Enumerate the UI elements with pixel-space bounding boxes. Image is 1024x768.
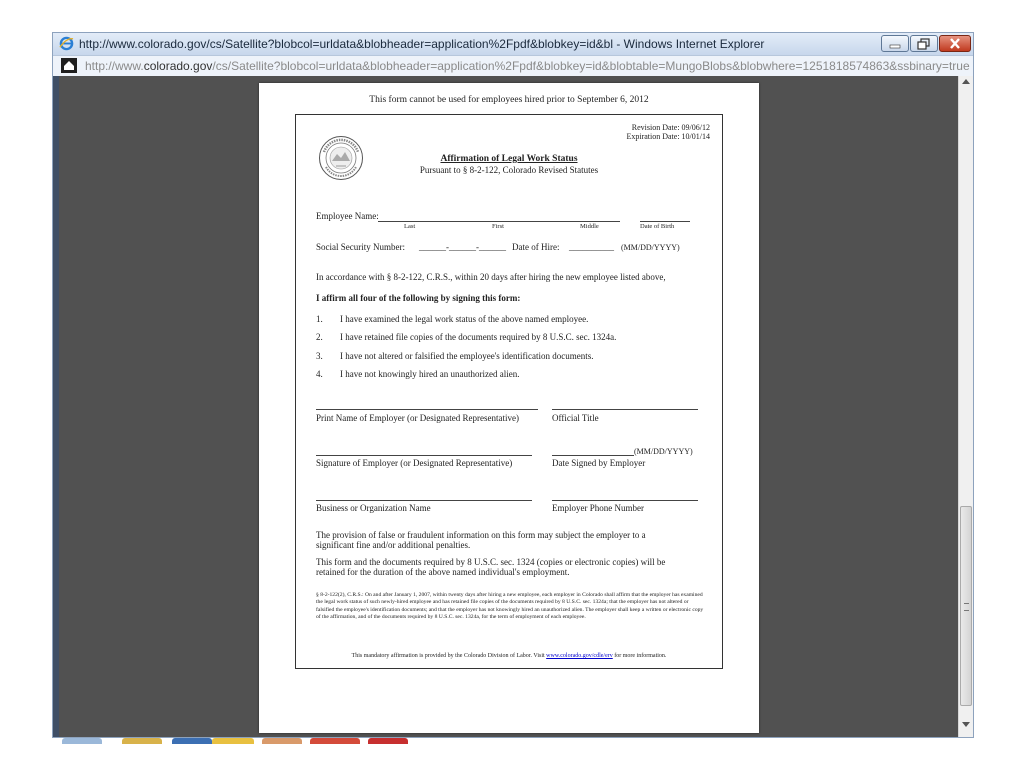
date-of-hire-label: Date of Hire:: [512, 242, 560, 252]
form-subtitle: Pursuant to § 8-2-122, Colorado Revised Statutes: [419, 165, 599, 175]
affirmation-number: 1.: [316, 314, 323, 324]
taskbar-item[interactable]: [368, 738, 408, 744]
maximize-button[interactable]: [910, 35, 938, 52]
business-name-label: Business or Organization Name: [316, 503, 431, 513]
taskbar-item[interactable]: [62, 738, 102, 744]
label-middle: Middle: [580, 223, 599, 230]
form-title: Affirmation of Legal Work Status: [440, 154, 578, 164]
scroll-thumb[interactable]: [960, 506, 972, 706]
close-icon: [940, 36, 970, 51]
window-title: http://www.colorado.gov/cs/Satellite?blobcol=urldata&blobheader=application%2Fpdf&blobkey=id&bl - Windows Internet Explorer: [79, 37, 765, 51]
date-signed-format: (MM/DD/YYYY): [634, 447, 693, 456]
scroll-up-arrow-icon[interactable]: [962, 79, 970, 84]
label-first: First: [492, 223, 504, 230]
affirmation-text: I have examined the legal work status of the above named employee.: [340, 314, 589, 324]
home-page-icon: [61, 58, 77, 73]
close-button[interactable]: [939, 35, 971, 52]
pdf-page: [259, 83, 759, 733]
taskbar-item[interactable]: [172, 738, 212, 744]
affirmation-number: 4.: [316, 369, 323, 379]
footer-note: This mandatory affirmation is provided by the Colorado Division of Labor. Visit www.colorado.gov/cdle/erv for more information.: [351, 653, 667, 659]
affirmation-text: I have retained file copies of the documents required by 8 U.S.C. sec. 1324a.: [340, 332, 617, 342]
affirmation-number: 2.: [316, 332, 323, 342]
revision-date: Revision Date: 09/06/12: [631, 123, 710, 132]
address-domain: colorado.gov: [143, 59, 213, 73]
affirmation-form: [295, 114, 723, 669]
affirmation-text: I have not altered or falsified the employee's identification documents.: [340, 351, 594, 361]
pdf-viewer[interactable]: [53, 76, 958, 738]
taskbar: [52, 738, 974, 768]
business-name-line: [316, 500, 532, 501]
taskbar-item[interactable]: [262, 738, 302, 744]
affirmation-number: 3.: [316, 351, 323, 361]
browser-window: [52, 32, 974, 738]
print-name-label: Print Name of Employer (or Designated Representative): [316, 413, 519, 423]
date-of-hire-format: (MM/DD/YYYY): [621, 243, 680, 252]
minimize-icon: [882, 36, 908, 51]
print-name-line: [316, 409, 538, 410]
date-signed-line: [552, 455, 634, 456]
warning-text-line: The provision of false or fraudulent information on this form may subject the employer to a: [316, 530, 646, 540]
minimize-button[interactable]: [881, 35, 909, 52]
warning-text-line: significant fine and/or additional penalties.: [316, 540, 471, 550]
signature-line: [316, 455, 532, 456]
address-url[interactable]: http://www.colorado.gov/cs/Satellite?blobcol=urldata&blobheader=application%2Fpdf&blobkey=id&blobtable=MungoBlobs&blobwhere=1251818574863&ssbinary=true: [85, 59, 970, 73]
revision-dates: [626, 123, 710, 141]
scroll-down-arrow-icon[interactable]: [962, 722, 970, 727]
label-last: Last: [404, 223, 416, 230]
left-edge: [53, 76, 59, 738]
dob-line: [640, 221, 690, 222]
retention-text-line: This form and the documents required by 8 U.S.C. sec. 1324 (copies or electronic copies) will be: [316, 557, 666, 567]
employee-name-line: [378, 221, 620, 222]
address-bar[interactable]: [53, 55, 973, 77]
expiration-date: Expiration Date: 10/01/14: [626, 132, 710, 141]
vertical-scrollbar[interactable]: [958, 76, 974, 738]
top-notice: This form cannot be used for employees hired prior to September 6, 2012: [369, 95, 649, 105]
grip-icon: [964, 603, 969, 611]
taskbar-item[interactable]: [212, 738, 254, 744]
employee-name-label: Employee Name:: [316, 211, 379, 221]
signature-label: Signature of Employer (or Designated Representative): [316, 458, 513, 468]
retention-text-line: retained for the duration of the above named individual's employment.: [316, 567, 570, 577]
title-bar[interactable]: [53, 33, 973, 55]
restore-icon: [911, 36, 937, 51]
taskbar-item[interactable]: [122, 738, 162, 744]
label-date-of-birth: Date of Birth: [640, 223, 675, 230]
statute-text: § 8-2-122(2), C.R.S.: On and after January 1, 2007, within twenty days after hiring a new employee, each employer in Colorado shall affirm that the employer has examined the legal work status of such newly-hired employee and has retained file copies of the documents required by 8 U.S.C. sec. 1324a; that the employer has not altered or falsified the employee's identification documents; and that the employer has not knowingly hired an unauthorized alien. The employer shall keep a written or electronic copy of the affirmation, and of the documents required by 8 U.S.C. sec. 1324a, for the term of employment of each employee.: [316, 592, 704, 621]
official-title-label: Official Title: [552, 413, 599, 423]
affirmation-text: I have not knowingly hired an unauthorized alien.: [340, 369, 520, 379]
phone-label: Employer Phone Number: [552, 503, 644, 513]
internet-explorer-icon: [59, 36, 74, 51]
date-of-hire-blank: __________: [569, 242, 614, 252]
date-signed-label: Date Signed by Employer: [552, 458, 646, 468]
affirm-heading: I affirm all four of the following by signing this form:: [316, 293, 521, 303]
cdle-link[interactable]: www.colorado.gov/cdle/erv: [546, 653, 613, 659]
taskbar-item[interactable]: [310, 738, 360, 744]
ssn-label: Social Security Number:: [316, 242, 405, 252]
phone-line: [552, 500, 698, 501]
official-title-line: [552, 409, 698, 410]
ssn-blank: ______-______-______: [419, 242, 506, 252]
accordance-statement: In accordance with § 8-2-122, C.R.S., within 20 days after hiring the new employee listed above,: [316, 272, 666, 282]
